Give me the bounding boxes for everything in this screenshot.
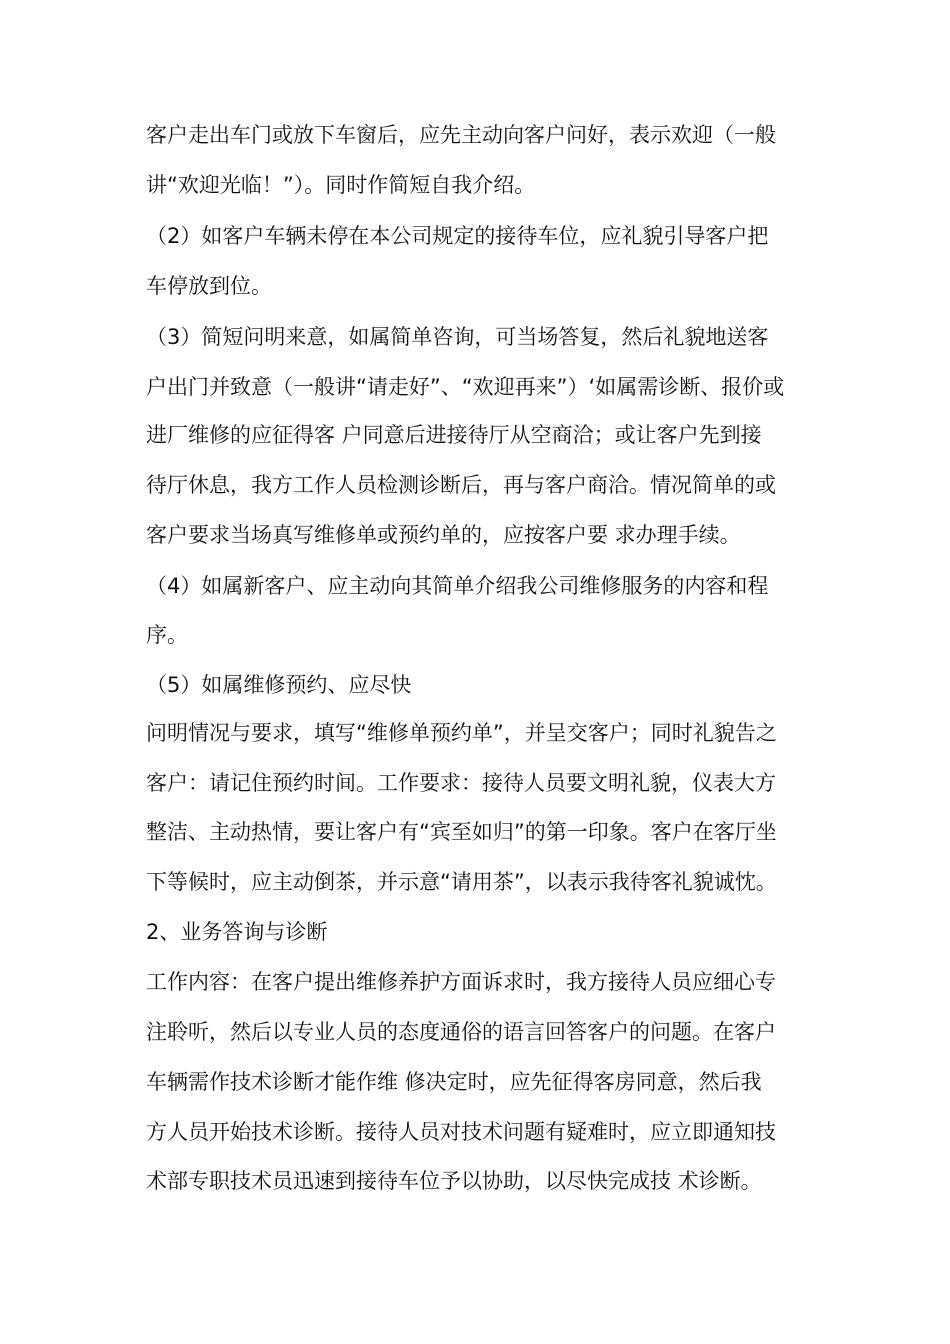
- section-heading: 2、业务答询与诊断: [146, 920, 328, 944]
- text-line: 车停放到位。: [146, 274, 272, 298]
- text-line: 客户走出车门或放下车窗后，应先主动向客户问好，表示欢迎（一般: [146, 123, 776, 147]
- text-line: （2）如客户车辆未停在本公司规定的接待车位，应礼貌引导客户把: [146, 224, 769, 248]
- text-line: 进厂维修的应征得客 户同意后进接待厅从空商洽；或让客户先到接: [146, 423, 762, 447]
- text-line: 术部专职技术员迅速到接待车位予以协助，以尽快完成技 术诊断。: [146, 1169, 762, 1193]
- text-line: 整洁、主动热情，要让客户有“宾至如归”的第一印象。客户在客厅坐: [146, 820, 777, 844]
- text-line: 户出门并致意（一般讲“请走好”、“欢迎再来”）‘如属需诊断、报价或: [146, 375, 785, 399]
- text-line: 客户：请记住预约时间。工作要求：接待人员要文明礼貌，仪表大方: [146, 771, 776, 795]
- text-line: 工作内容：在客户提出维修养护方面诉求时，我方接待人员应细心专: [146, 970, 776, 994]
- text-line: 车辆需作技术诊断才能作维 修决定时，应先征得客房同意，然后我: [146, 1070, 762, 1094]
- text-line: （4）如属新客户、应主动向其简单介绍我公司维修服务的内容和程: [146, 574, 769, 598]
- text-line: 讲“欢迎光临！”）。同时作简短自我介绍。: [146, 173, 536, 197]
- text-line: 序。: [146, 623, 188, 647]
- text-line: 下等候时，应主动倒茶，并示意“请用茶”，以表示我待客礼貌诚忱。: [146, 870, 777, 894]
- text-line: （3）简短问明来意，如属简单咨询，可当场答复，然后礼貌地送客: [146, 325, 769, 349]
- text-line: （5）如属维修预约、应尽快: [146, 673, 412, 697]
- text-line: 问明情况与要求，填写“维修单预约单”，并呈交客户；同时礼貌告之: [146, 721, 777, 745]
- text-line: 注聆听，然后以专业人员的态度通俗的语言回答客户的问题。在客户: [146, 1020, 776, 1044]
- text-line: 客户要求当场真写维修单或预约单的，应按客户要 求办理手续。: [146, 523, 741, 547]
- text-line: 待厅休息，我方工作人员检测诊断后，再与客户商洽。情况简单的或: [146, 473, 776, 497]
- text-line: 方人员开始技术诊断。接待人员对技术问题有疑难时，应立即通知技: [146, 1120, 776, 1144]
